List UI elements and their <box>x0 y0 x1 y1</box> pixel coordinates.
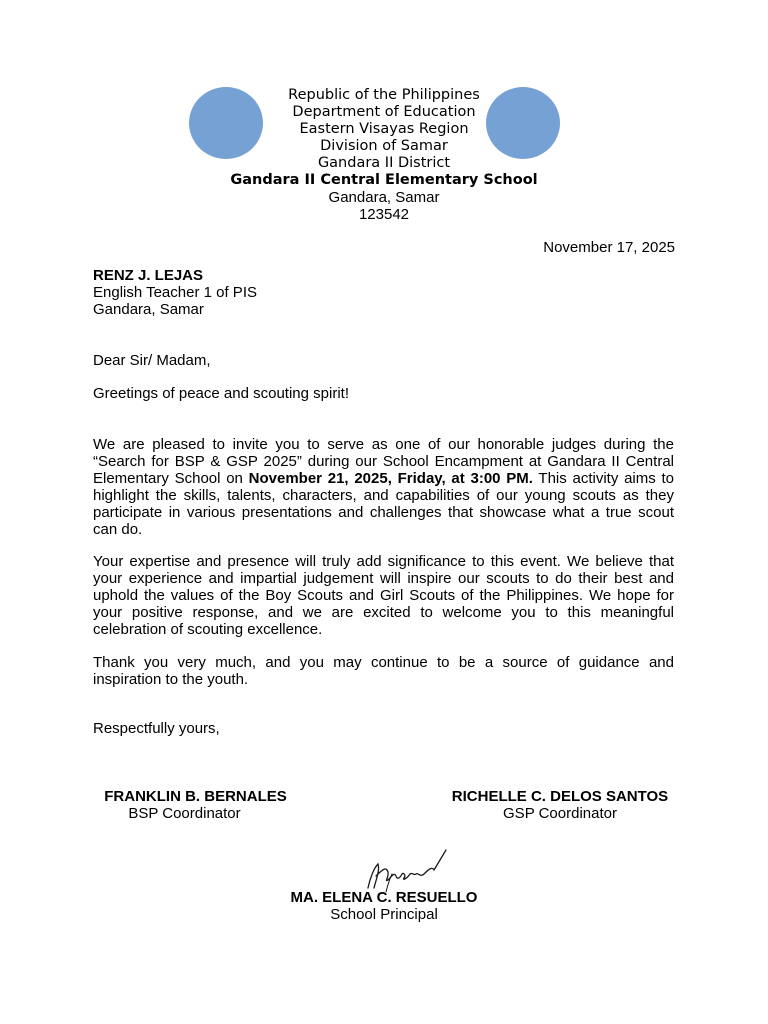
signatory-bsp-title: BSP Coordinator <box>128 805 241 822</box>
paragraph-thanks: Thank you very much, and you may continue to be a source of guidance and inspiration to the youth. <box>93 654 674 688</box>
letterhead-region: Eastern Visayas Region <box>299 121 469 137</box>
paragraph-invitation <box>93 436 674 538</box>
greeting: Greetings of peace and scouting spirit! <box>93 385 349 402</box>
salutation: Dear Sir/ Madam, <box>93 352 211 369</box>
signatory-gsp <box>440 788 680 822</box>
signatory-gsp-name: RICHELLE C. DELOS SANTOS <box>451 788 669 805</box>
letterhead-department: Department of Education <box>292 104 476 120</box>
letterhead-school-id: 123542 <box>358 206 410 223</box>
letterhead-district: Gandara II District <box>317 155 451 171</box>
signatory-bsp-name: FRANKLIN B. BERNALES <box>104 788 287 805</box>
letterhead-address: Gandara, Samar <box>328 189 440 206</box>
letterhead-republic: Republic of the Philippines <box>288 87 480 103</box>
closing: Respectfully yours, <box>93 720 220 737</box>
recipient-block <box>93 267 257 318</box>
recipient-name: RENZ J. LEJAS <box>93 267 204 284</box>
signatory-gsp-title: GSP Coordinator <box>503 805 617 822</box>
signatory-principal-name: MA. ELENA C. RESUELLO <box>290 889 478 906</box>
paragraph-expertise: Your expertise and presence will truly add significance to this event. We believe that your experience and impartial judgement will inspire our scouts to do their best and uphold the values of the Boy Scouts and Girl Scouts of the Philippines. We hope for your positive response, and we are excited to welcome you to this meaningful celebration of scouting excellence. <box>93 553 674 638</box>
signatory-principal <box>270 889 498 923</box>
letterhead-school-name: Gandara II Central Elementary School <box>230 172 538 188</box>
paragraph-invitation-text: We are pleased to invite you to serve as one of our honorable judges during the “Search for BSP & GSP 2025” during our School Encampment at Gandara II Central Elementary School on <box>93 436 674 487</box>
handwritten-signature-icon <box>362 848 450 894</box>
recipient-position: English Teacher 1 of PIS <box>93 284 257 301</box>
letterhead <box>184 87 584 223</box>
paragraph-invitation-text-end: This activity aims to highlight the skills, talents, characters, and capabilities of our young scouts as they participate in various presentations and challenges that showcase what a true scout can do. <box>93 470 674 538</box>
letter-date: November 17, 2025 <box>543 239 675 256</box>
letterhead-division: Division of Samar <box>320 138 448 154</box>
signatory-bsp <box>93 788 298 822</box>
recipient-address: Gandara, Samar <box>93 301 204 318</box>
event-datetime: November 21, 2025, Friday, at 3:00 PM. <box>248 470 533 487</box>
signatory-principal-title: School Principal <box>330 906 438 923</box>
